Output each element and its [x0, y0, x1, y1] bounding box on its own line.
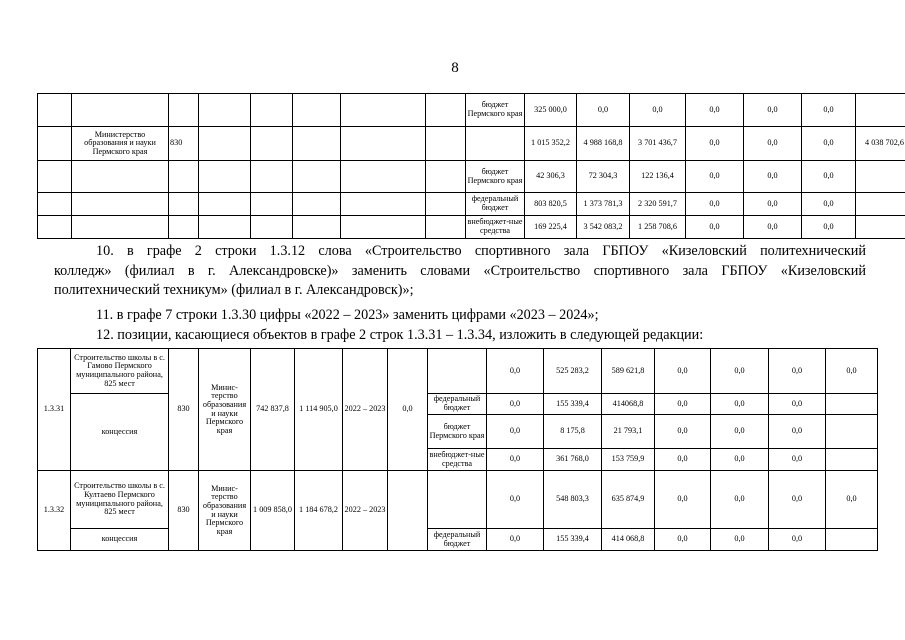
table-row: [38, 161, 905, 193]
value-cell: 0,0: [744, 94, 802, 127]
paragraph-line: политехнический техникум» (филиал в г. Александровск)»;: [54, 282, 414, 298]
table-row: [38, 529, 878, 551]
value-cell: 803 820,5: [525, 193, 577, 216]
organization-name: Минис-терство образования и науки Пермского края: [199, 349, 251, 471]
value-cell: 4 038 702,6: [856, 127, 905, 161]
value-cell: [856, 161, 905, 193]
value-cell: 0,0: [487, 471, 544, 529]
value-cell: [826, 449, 878, 471]
value-cell: 589 621,8: [602, 349, 655, 394]
funding-source: [428, 471, 487, 529]
value-cell: 0,0: [744, 127, 802, 161]
value-cell: [388, 471, 428, 551]
value-cell: 169 225,4: [525, 216, 577, 239]
object-name: Строительство школы в с. Гамово Пермского муниципального района, 825 мест: [71, 349, 169, 394]
table-row: [38, 394, 878, 415]
cost-cell: 1 184 678,2: [295, 471, 343, 551]
value-cell: 0,0: [769, 394, 826, 415]
value-cell: 325 000,0: [525, 94, 577, 127]
value-cell: 3 701 436,7: [630, 127, 686, 161]
value-cell: 1 258 708,6: [630, 216, 686, 239]
value-cell: 0,0: [655, 349, 711, 394]
value-cell: 0,0: [826, 471, 878, 529]
cost-cell: 742 837,8: [251, 349, 295, 471]
mechanism-cell: концессия: [71, 529, 169, 551]
period-cell: 2022 – 2023: [343, 471, 388, 551]
value-cell: 0,0: [655, 415, 711, 449]
value-cell: 0,0: [686, 161, 744, 193]
row-number: 1.3.32: [38, 471, 71, 551]
value-cell: 0,0: [487, 415, 544, 449]
table-row: [38, 94, 905, 127]
value-cell: 8 175,8: [544, 415, 602, 449]
funding-source: [466, 127, 525, 161]
funding-source: бюджет Пермского края: [466, 94, 525, 127]
funding-source: федеральный бюджет: [428, 394, 487, 415]
value-cell: 0,0: [655, 394, 711, 415]
value-cell: 0,0: [769, 349, 826, 394]
page-number: 8: [451, 60, 459, 76]
value-cell: 0,0: [655, 471, 711, 529]
value-cell: 4 988 168,8: [577, 127, 630, 161]
value-cell: 0,0: [711, 471, 769, 529]
value-cell: 0,0: [655, 529, 711, 551]
value-cell: 0,0: [769, 471, 826, 529]
value-cell: 414068,8: [602, 394, 655, 415]
value-cell: 0,0: [711, 349, 769, 394]
value-cell: 0,0: [826, 349, 878, 394]
value-cell: 155 339,4: [544, 529, 602, 551]
value-cell: 0,0: [802, 161, 856, 193]
organization-name: Министерство образования и науки Пермского края: [72, 127, 169, 161]
value-cell: 0,0: [630, 94, 686, 127]
cost-cell: 1 114 905,0: [295, 349, 343, 471]
value-cell: 0,0: [577, 94, 630, 127]
funding-source: федеральный бюджет: [466, 193, 525, 216]
value-cell: 0,0: [487, 529, 544, 551]
value-cell: 3 542 083,2: [577, 216, 630, 239]
value-cell: 2 320 591,7: [630, 193, 686, 216]
paragraph-12: 12. позиции, касающиеся объектов в графе 2 строк 1.3.31 – 1.3.34, изложить в следующей редакции:: [96, 327, 704, 343]
paragraph-line: 10. в графе 2 строки 1.3.12 слова «Строительство спортивного зала ГБПОУ «Кизеловский политехнический: [96, 243, 866, 259]
value-cell: [826, 415, 878, 449]
value-cell: [856, 193, 905, 216]
paragraph-10: [54, 242, 866, 301]
funding-source: федеральный бюджет: [428, 529, 487, 551]
value-cell: 1 015 352,2: [525, 127, 577, 161]
value-cell: 0,0: [802, 216, 856, 239]
value-cell: 0,0: [802, 127, 856, 161]
code-cell: 830: [169, 349, 199, 471]
value-cell: 0,0: [769, 529, 826, 551]
value-cell: 0,0: [686, 127, 744, 161]
value-cell: 0,0: [711, 449, 769, 471]
value-cell: 0,0: [711, 415, 769, 449]
value-cell: 0,0: [686, 216, 744, 239]
value-cell: 1 373 781,3: [577, 193, 630, 216]
value-cell: 0,0: [802, 193, 856, 216]
value-cell: [826, 394, 878, 415]
funding-source: внебюджет-ные средства: [428, 449, 487, 471]
period-cell: 2022 – 2023: [343, 349, 388, 471]
code-cell: 830: [169, 127, 199, 161]
value-cell: 548 803,3: [544, 471, 602, 529]
table-row: [38, 127, 905, 161]
funding-source: бюджет Пермского края: [428, 415, 487, 449]
object-name: Строительство школы в с. Култаево Пермского муниципального района, 825 мест: [71, 471, 169, 529]
budget-table-top: [37, 93, 905, 239]
value-cell: 155 339,4: [544, 394, 602, 415]
value-cell: 0,0: [487, 349, 544, 394]
value-cell: 0,0: [802, 94, 856, 127]
value-cell: [856, 94, 905, 127]
value-cell: 72 304,3: [577, 161, 630, 193]
value-cell: 635 874,9: [602, 471, 655, 529]
value-cell: [826, 529, 878, 551]
table-row: [38, 471, 878, 529]
value-cell: 0,0: [487, 394, 544, 415]
paragraph-line: колледж» (филиал в г. Александровске)» заменить словами «Строительство спортивного зала ГБПОУ «Кизеловский: [54, 262, 866, 279]
value-cell: 0,0: [686, 193, 744, 216]
paragraph-11: 11. в графе 7 строки 1.3.30 цифры «2022 – 2023» заменить цифрами «2023 – 2024»;: [96, 307, 599, 323]
value-cell: 0,0: [769, 449, 826, 471]
value-cell: 153 759,9: [602, 449, 655, 471]
value-cell: 525 283,2: [544, 349, 602, 394]
funding-source: внебюджет-ные средства: [466, 216, 525, 239]
funding-source: [428, 349, 487, 394]
table-row: [38, 216, 905, 239]
value-cell: 0,0: [744, 193, 802, 216]
value-cell: 0,0: [487, 449, 544, 471]
value-cell: [856, 216, 905, 239]
mechanism-cell: концессия: [71, 394, 169, 471]
value-cell: 0,0: [744, 216, 802, 239]
value-cell: 0,0: [655, 449, 711, 471]
objects-table: [37, 348, 878, 551]
value-cell: 0,0: [388, 349, 428, 471]
value-cell: 0,0: [769, 415, 826, 449]
table-row: [38, 193, 905, 216]
table-row: [38, 349, 878, 394]
code-cell: 830: [169, 471, 199, 551]
value-cell: 414 068,8: [602, 529, 655, 551]
value-cell: 122 136,4: [630, 161, 686, 193]
value-cell: 0,0: [711, 529, 769, 551]
value-cell: 0,0: [711, 394, 769, 415]
funding-source: бюджет Пермского края: [466, 161, 525, 193]
value-cell: 0,0: [744, 161, 802, 193]
organization-name: Минис-терство образования и науки Пермского края: [199, 471, 251, 551]
value-cell: 42 306,3: [525, 161, 577, 193]
cost-cell: 1 009 858,0: [251, 471, 295, 551]
row-number: 1.3.31: [38, 349, 71, 471]
value-cell: 21 793,1: [602, 415, 655, 449]
value-cell: 0,0: [686, 94, 744, 127]
value-cell: 361 768,0: [544, 449, 602, 471]
